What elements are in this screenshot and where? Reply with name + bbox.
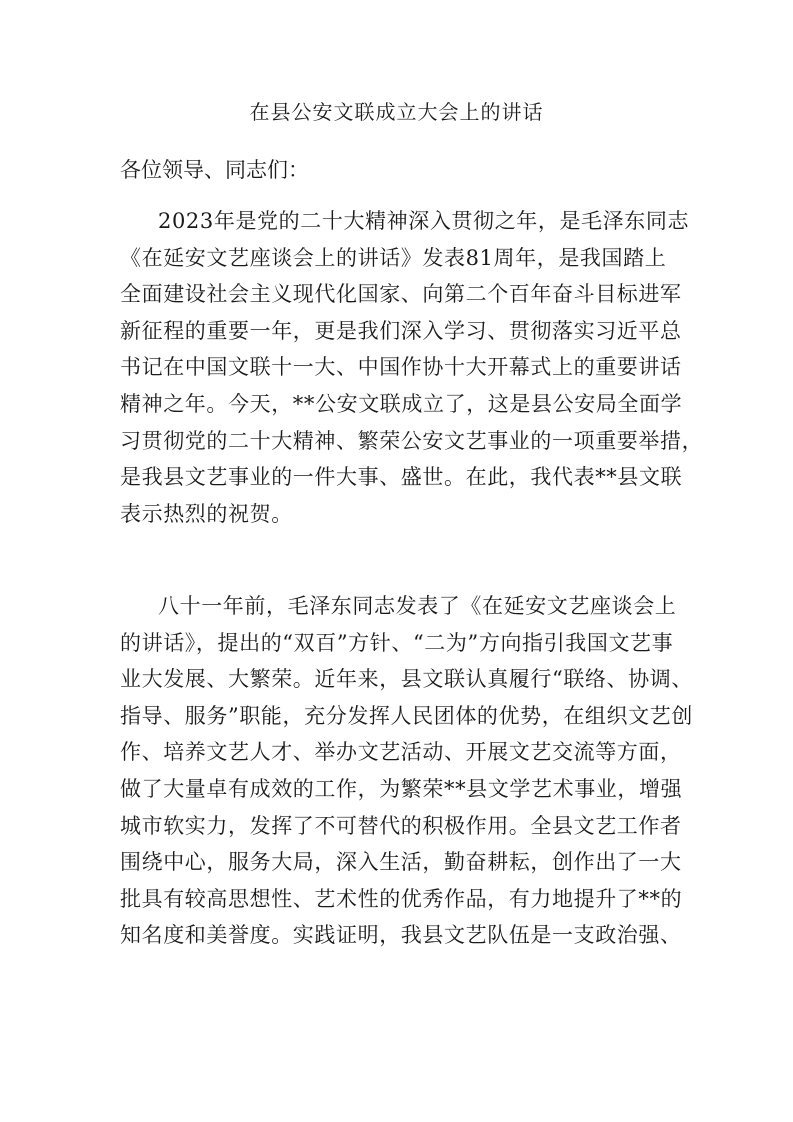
paragraph-line: 精神之年。今天，**公安文联成立了，这是县公安局全面学 <box>120 391 683 416</box>
paragraph-line: 围绕中心，服务大局，深入生活，勤奋耕耘，创作出了一大 <box>120 850 682 875</box>
paragraph-line: 2023年是党的二十大精神深入贯彻之年，是毛泽东同志 <box>158 209 690 233</box>
salutation: 各位领导、同志们： <box>120 158 309 182</box>
page-title: 在县公安文联成立大会上的讲话 <box>249 100 544 124</box>
paragraph-line: 指导、服务”职能，充分发挥人民团体的优势，在组织文艺创 <box>120 703 693 728</box>
paragraph-line: 做了大量卓有成效的工作，为繁荣**县文学艺术事业，增强 <box>120 776 683 801</box>
paragraph-1 <box>120 203 704 532</box>
paragraph-line: 全面建设社会主义现代化国家、向第二个百年奋斗目标进军 <box>120 282 682 307</box>
paragraph-line: 的讲话》，提出的“双百”方针、“二为”方向指引我国文艺事 <box>120 630 674 655</box>
paragraph-line: 八十一年前，毛泽东同志发表了《在延安文艺座谈会上 <box>158 594 677 618</box>
paragraph-line: 业大发展、大繁荣。近年来，县文联认真履行“联络、协调、 <box>120 667 693 692</box>
paragraph-line: 知名度和美誉度。实践证明，我县文艺队伍是一支政治强、 <box>120 923 682 948</box>
paragraph-line: 城市软实力，发挥了不可替代的积极作用。全县文艺工作者 <box>120 813 682 838</box>
paragraph-line: 是我县文艺事业的一件大事、盛世。在此，我代表**县文联 <box>120 465 683 490</box>
paragraph-line: 表示热烈的祝贺。 <box>120 501 293 526</box>
paragraph-line: 习贯彻党的二十大精神、繁荣公安文艺事业的一项重要举措， <box>120 428 704 453</box>
paragraph-line: 作、培养文艺人才、举办文艺活动、开展文艺交流等方面， <box>120 740 682 765</box>
paragraph-line: 《在延安文艺座谈会上的讲话》发表81周年，是我国踏上 <box>120 245 667 270</box>
paragraph-2 <box>120 588 693 954</box>
paragraph-line: 新征程的重要一年，更是我们深入学习、贯彻落实习近平总 <box>120 318 682 343</box>
paragraph-line: 批具有较高思想性、艺术性的优秀作品，有力地提升了**的 <box>120 886 683 911</box>
paragraph-line: 书记在中国文联十一大、中国作协十大开幕式上的重要讲话 <box>120 355 682 380</box>
